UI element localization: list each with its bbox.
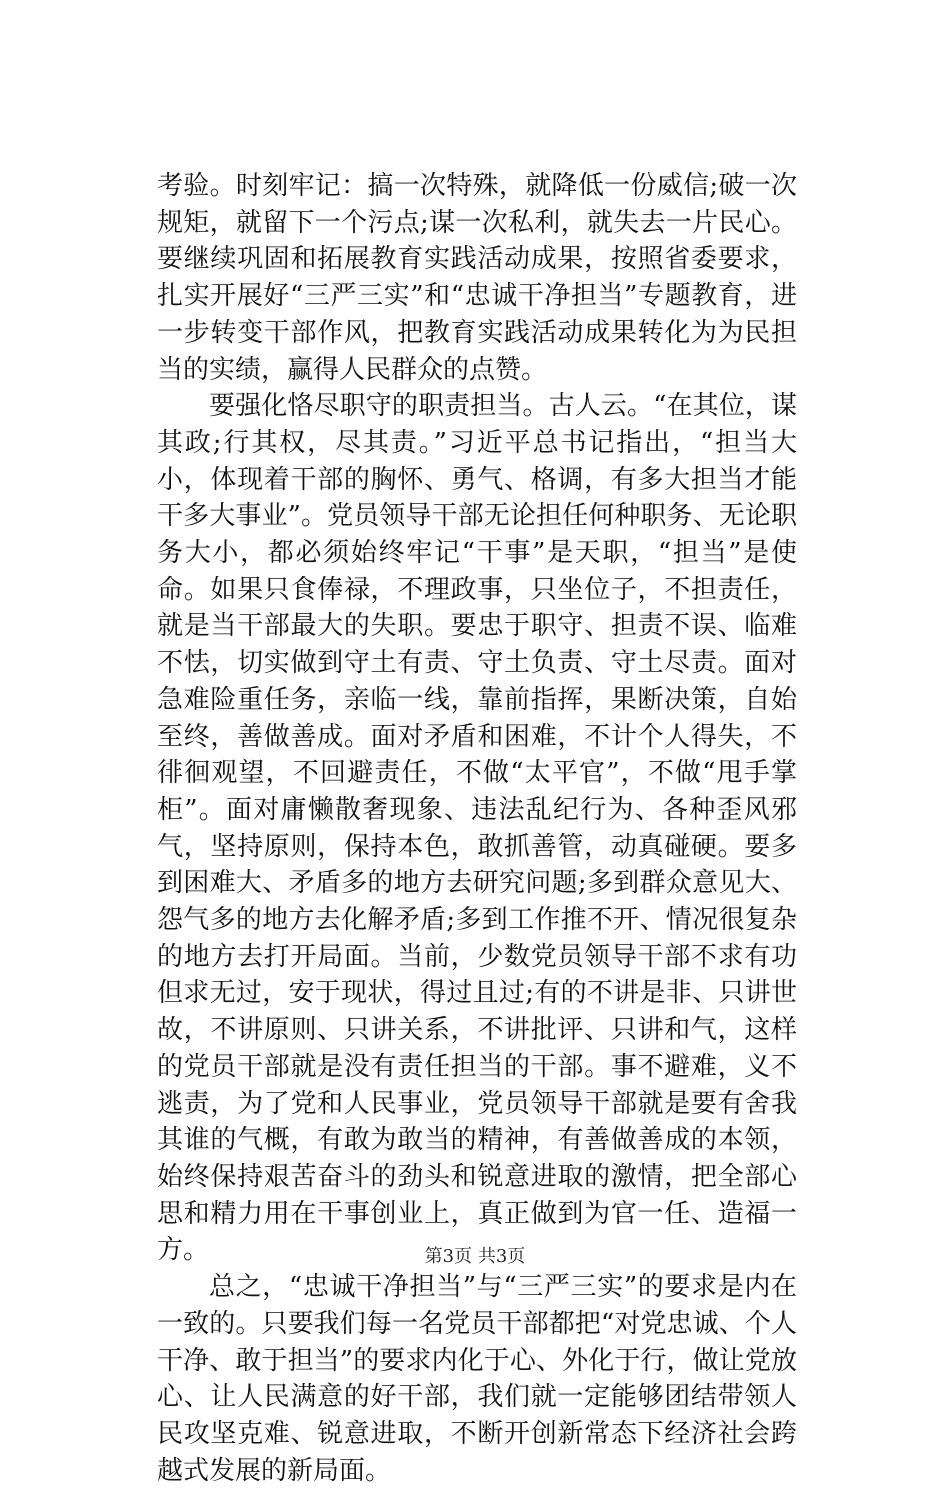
paragraph-3: 总之，“忠诚干净担当”与“三严三实”的要求是内在一致的。只要我们每一名党员干部都把“对党忠诚、个人干净、敢于担当”的要求内化于心、外化于行，做让党放心、让人民满意的好干部，我们就一定能够团结带领人民攻坚克难、锐意进取，不断开创新常态下经济社会跨越式发展的新局面。 (157, 1272, 797, 1486)
document-body (157, 168, 797, 1489)
page-number-footer: 第3页 共3页 (424, 1246, 526, 1267)
paragraph-1: 考验。时刻牢记：搞一次特殊，就降低一份威信;破一次规矩，就留下一个污点;谋一次私利，就失去一片民心。要继续巩固和拓展教育实践活动成果，按照省委要求，扎实开展好“三严三实”和“忠诚干净担当”专题教育，进一步转变干部作风，把教育实践活动成果转化为为民担当的实绩，赢得人民群众的点赞。 (157, 171, 797, 385)
paragraph-2: 要强化恪尽职守的职责担当。古人云。“在其位，谋其政;行其权，尽其责。”习近平总书记指出，“担当大小，体现着干部的胸怀、勇气、格调，有多大担当才能干多大事业”。党员领导干部无论担任何种职务、无论职务大小，都必须始终牢记“干事”是天职，“担当”是使命。如果只食俸禄，不理政事，只坐位子，不担责任，就是当干部最大的失职。要忠于职守、担责不误、临难不怯，切实做到守土有责、守土负责、守土尽责。面对急难险重任务，亲临一线，靠前指挥，果断决策，自始至终，善做善成。面对矛盾和困难，不计个人得失，不徘徊观望，不回避责任，不做“太平官”，不做“甩手掌柜”。面对庸懒散奢现象、违法乱纪行为、各种歪风邪气，坚持原则，保持本色，敢抓善管，动真碰硬。要多到困难大、矛盾多的地方去研究问题;多到群众意见大、怨气多的地方去化解矛盾;多到工作推不开、情况很复杂的地方去打开局面。当前，少数党员领导干部不求有功但求无过，安于现状，得过且过;有的不讲是非、只讲世故，不讲原则、只讲关系，不讲批评、只讲和气，这样的党员干部就是没有责任担当的干部。事不避难，义不逃责，为了党和人民事业，党员领导干部就是要有舍我其谁的气概，有敢为敢当的精神，有善做善成的本领，始终保持艰苦奋斗的劲头和锐意进取的激情，把全部心思和精力用在干事创业上，真正做到为官一任、造福一方。 (157, 391, 797, 1266)
